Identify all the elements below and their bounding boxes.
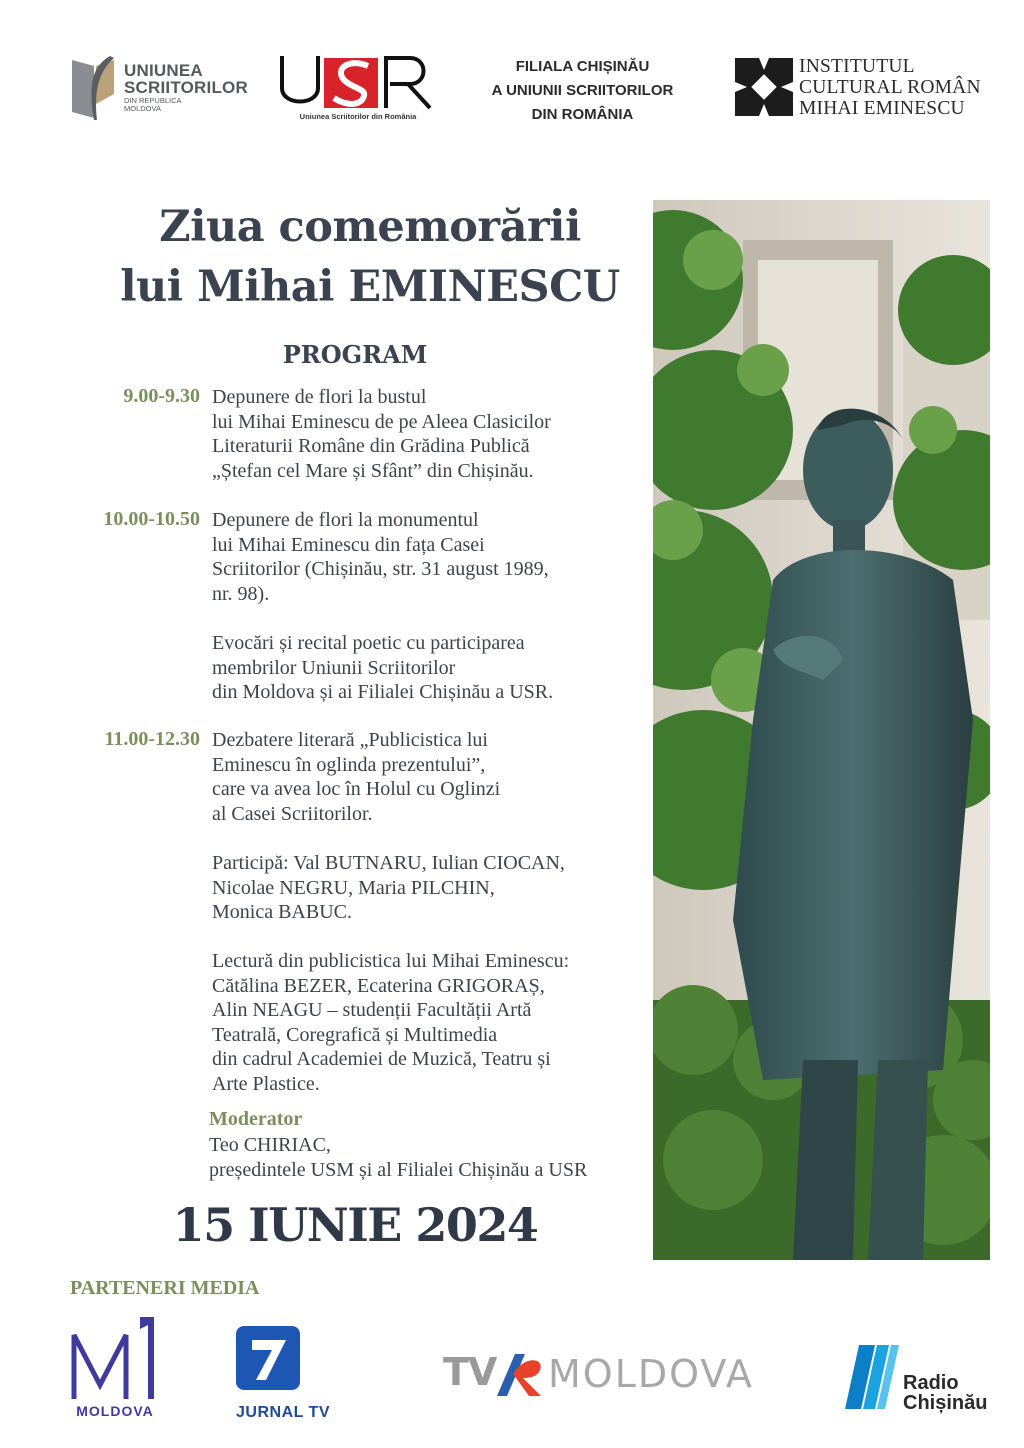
m1-logo <box>70 1315 160 1420</box>
moderator-label: Moderator <box>209 1108 303 1130</box>
eminescu-statue-photo <box>653 200 990 1260</box>
schedule-time-1: 9.00-9.30 <box>123 385 200 407</box>
jurnal-tv-logo <box>236 1326 346 1422</box>
usr-logo <box>278 52 438 124</box>
title-line2: lui Mihai EMINESCU <box>120 262 620 312</box>
quill-book-icon <box>70 54 118 124</box>
schedule-text-2: Depunere de flori la monumentul lui Mihai Eminescu din fața Casei Scriitorilor (Chișinău, str. 31 august 1989, nr. 98). <box>212 509 549 605</box>
usr-monogram-icon <box>278 52 438 112</box>
jurnal-7-icon <box>236 1326 300 1390</box>
tvr-moldova-text: MOLDOVA <box>548 1352 754 1396</box>
partners-heading: PARTENERI MEDIA <box>70 1277 260 1299</box>
tvr-r-icon <box>495 1350 547 1398</box>
m1-caption: MOLDOVA <box>76 1403 154 1419</box>
usm-line2: SCRIITORILOR <box>124 78 248 97</box>
schedule-text-6: Lectură din publicistica lui Mihai Eminescu: Cătălina BEZER, Ecaterina GRIGORAȘ, Alin NEAGU – studenții Facultății Artă Teatrală, Coregrafică și Multimedia din cadrul Academiei de Muzică, Teatru și Arte Plastice. <box>212 950 570 1095</box>
schedule-text-3: Evocări și recital poetic cu participarea membrilor Uniunii Scriitorilor din Moldova și ai Filialei Chișinău a USR. <box>212 632 554 703</box>
filiala-line1: FILIALA CHIȘINĂU <box>515 58 650 75</box>
icr-cross-icon <box>735 58 793 116</box>
title-line1: Ziua comemorării <box>159 202 581 252</box>
radio-chisinau-logo <box>845 1343 995 1418</box>
schedule-time-2: 10.00-10.50 <box>103 508 200 530</box>
usm-line1: UNIUNEA <box>124 61 203 80</box>
usr-caption: Uniunea Scriitorilor din România <box>299 112 417 121</box>
filiala-line2: A UNIUNII SCRIITORILOR <box>491 82 674 99</box>
filiala-line3: DIN ROMÂNIA <box>531 106 634 123</box>
usm-line3: DIN REPUBLICA MOLDOVA <box>124 96 182 113</box>
page-title <box>90 197 650 317</box>
jurnal-tv-caption: JURNAL TV <box>236 1404 330 1421</box>
moderator-text: Teo CHIRIAC, președintele USM și al Filialei Chișinău a USR <box>209 1134 588 1181</box>
event-date: 15 IUNIE 2024 <box>172 1198 538 1252</box>
icr-line2: CULTURAL ROMÂN <box>799 77 981 98</box>
tvr-moldova-logo <box>443 1350 753 1400</box>
schedule-text-5: Participă: Val BUTNARU, Iulian CIOCAN, Nicolae NEGRU, Maria PILCHIN, Monica BABUC. <box>212 852 565 923</box>
radio-stripes-icon <box>845 1343 899 1411</box>
icr-line3: MIHAI EMINESCU <box>799 98 965 119</box>
program-heading: PROGRAM <box>282 340 428 369</box>
icr-logo <box>735 56 995 122</box>
filiala-logo <box>470 55 695 127</box>
icr-line1: INSTITUTUL <box>799 56 915 77</box>
usm-logo <box>70 54 250 126</box>
radio-caption: Radio Chișinău <box>903 1372 988 1414</box>
schedule-time-4: 11.00-12.30 <box>104 728 200 750</box>
tvr-letters: TV <box>443 1350 497 1394</box>
schedule-text-1: Depunere de flori la bustul lui Mihai Eminescu de pe Aleea Clasicilor Literaturii Române din Grădina Publică „Ștefan cel Mare și Sfânt” din Chișinău. <box>212 386 551 482</box>
m1-mark-icon <box>70 1315 160 1401</box>
schedule-text-4: Dezbatere literară „Publicistica lui Eminescu în oglinda prezentului”, care va avea loc în Holul cu Oglinzi al Casei Scriitorilor. <box>212 729 501 825</box>
